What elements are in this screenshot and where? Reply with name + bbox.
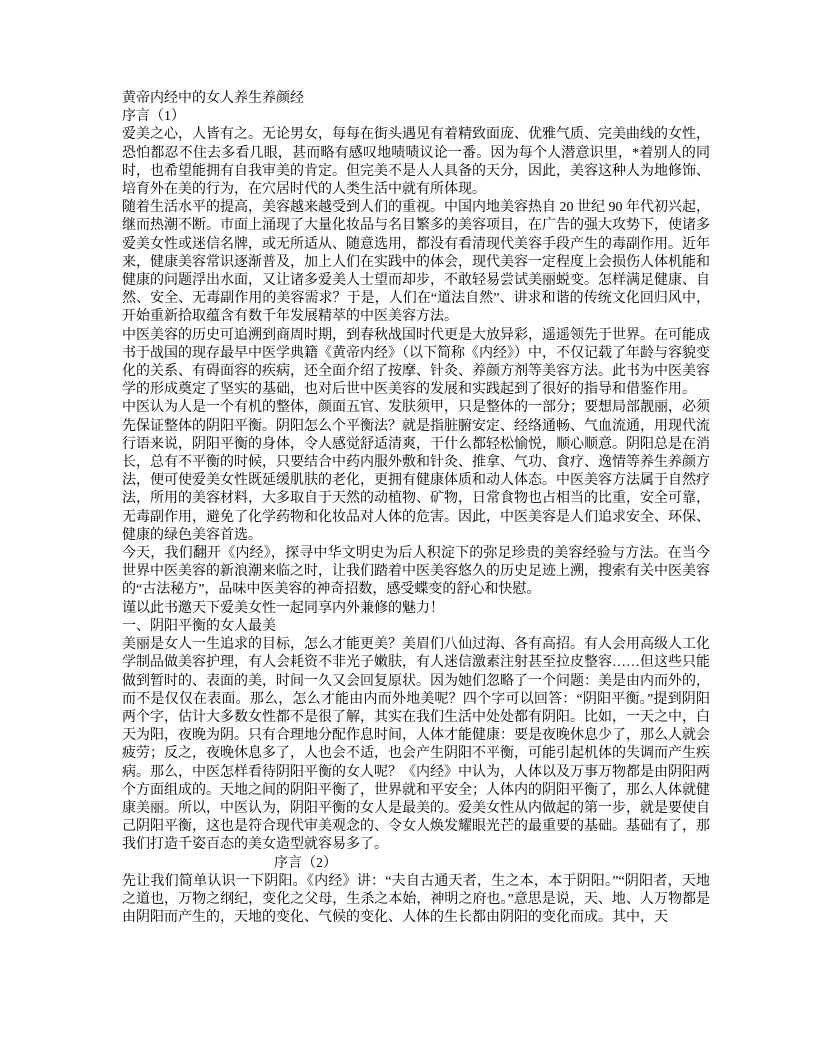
preface-2-heading: 序言（2） <box>274 855 337 871</box>
paragraph-yinyang-intro: 先让我们简单认识一下阴阳。《内经》讲：“夫自古通天者，生之本，本于阴阳。”“阴阳者，天地之道也，万物之纲纪，变化之父母，生杀之本始，神明之府也。”意思是说，天、地、人万物都是由阴阳而产生的，天地的变化、气候的变化、人体的生长都由阴阳的变化而成。其中，天 <box>122 873 710 926</box>
document-title: 黄帝内经中的女人养生养颜经 <box>122 91 304 106</box>
paragraph-yinyang-beauty: 美丽是女人一生追求的目标，怎么才能更美？美眉们八仙过海、各有高招。有人会用高级人工化学制品做美容护理，有人会耗资不非光子嫩肤，有人迷信激素注射甚至拉皮整容……但这些只能做到暂时的、表面的美，时间一久又会回复原状。因为她们忽略了一个问题：美是由内而外的，而不是仅仅在表面。那么，怎么才能由内而外地美呢？四个字可以回答：“阴阳平衡。”提到阴阳两个字，估计大多数女性都不是很了解，其实在我们生活中处处都有阴阳。比如，一天之中，白天为阳，夜晚为阴。只有合理地分配作息时间，人体才能健康：要是夜晚休息少了，那么人就会疲劳；反之，夜晚休息多了，人也会不适，也会产生阴阳不平衡，可能引起机体的失调而产生疾病。那么，中医怎样看待阴阳平衡的女人呢？《内经》中认为，人体以及万事万物都是由阴阳两个方面组成的。天地之间的阴阳平衡了，世界就和平安全；人体内的阴阳平衡了，那么人体就健康美丽。所以，中医认为，阴阳平衡的女人是最美的。爱美女性从内做起的第一步，就是要使自己阴阳平衡，这也是符合现代审美观念的、令女人焕发耀眼光芒的最重要的基础。基础有了，那我们打造千姿百态的美女造型就容易多了。 <box>122 637 710 853</box>
paragraph-love-of-beauty: 爱美之心，人皆有之。无论男女，每每在街头遇见有着精致面庞、优雅气质、完美曲线的女性，恐怕都忍不住去多看几眼，甚而略有感叹地啧啧议论一番。因为每个人潜意识里，*着别人的同时，也希望能拥有自我审美的肯定。但完美不是人人具备的天分，因此，美容这种人为地修饰、培育外在美的行为，在穴居时代的人类生活中就有所体现。 <box>122 127 710 198</box>
paragraph-beauty-trend: 随着生活水平的提高，美容越来越受到人们的重视。中国内地美容热自 20 世纪 90 年代初兴起，继而热潮不断。市面上涌现了大量化妆品与名目繁多的美容项目，在广告的强大攻势下，使诸多爱美女性或迷信名牌，或无所适从、随意选用，都没有看清现代美容手段产生的毒副作用。近年来，健康美容常识逐渐普及，加上人们在实践中的体会，现代美容一定程度上会损伤人体机能和健康的问题浮出水面，又让诸多爱美人士望而却步，不敢轻易尝试美丽蜕变。怎样满足健康、自然、安全、无毒副作用的美容需求？于是，人们在“道法自然”、讲求和谐的传统文化回归风中，开始重新拾取蕴含有数千年发展精萃的中医美容方法。 <box>122 200 710 325</box>
preface-1-heading: 序言（1） <box>122 109 185 125</box>
paragraph-tcm-history: 中医美容的历史可追溯到商周时期，到春秋战国时代更是大放异彩，遥遥领先于世界。在可能成书于战国的现存最早中医学典籍《黄帝内经》（以下简称《内经》）中，不仅记载了年龄与容貌变化的关系、有碍面容的疾病，还全面介绍了按摩、针灸、养颜方剂等美容方法。此书为中医美容学的形成奠定了坚实的基础，也对后世中医美容的发展和实践起到了很好的指导和借鉴作用。 <box>122 327 710 398</box>
paragraph-holistic-balance: 中医认为人是一个有机的整体，颜面五官、发肤须甲，只是整体的一部分；要想局部靓丽，必须先保证整体的阴阳平衡。阴阳怎么个平衡法？就是指脏腑安定、经络通畅、气血流通，用现代流行语来说，阴阳平衡的身体，令人感觉舒适清爽，干什么都轻松愉悦，顺心顺意。阴阳总是在消长，总有不平衡的时候，只要结合中药内服外敷和针灸、推拿、气功、食疗、逸情等养生养颜方法，便可使爱美女性既延缓肌肤的老化，更拥有健康体质和动人体态。中医美容方法属于自然疗法，所用的美容材料，大多取自于天然的动植物、矿物，日常食物也占相当的比重，安全可靠，无毒副作用，避免了化学药物和化妆品对人体的危害。因此，中医美容是人们追求安全、环保、健康的绿色美容首选。 <box>122 400 710 543</box>
paragraph-neijing-exploration: 今天，我们翻开《内经》，探寻中华文明史为后人积淀下的弥足珍贵的美容经验与方法。在当今世界中医美容的新浪潮来临之时，让我们踏着中医美容悠久的历史足迹上溯，搜索有关中医美容的“古法秘方”，品味中医美容的神奇招数，感受蝶变的舒心和快慰。 <box>122 546 710 598</box>
chapter-1-heading: 一、阴阳平衡的女人最美 <box>122 618 276 634</box>
document-text <box>122 90 710 927</box>
paragraph-dedication: 谨以此书邀天下爱美女性一起同享内外兼修的魅力！ <box>122 600 444 616</box>
